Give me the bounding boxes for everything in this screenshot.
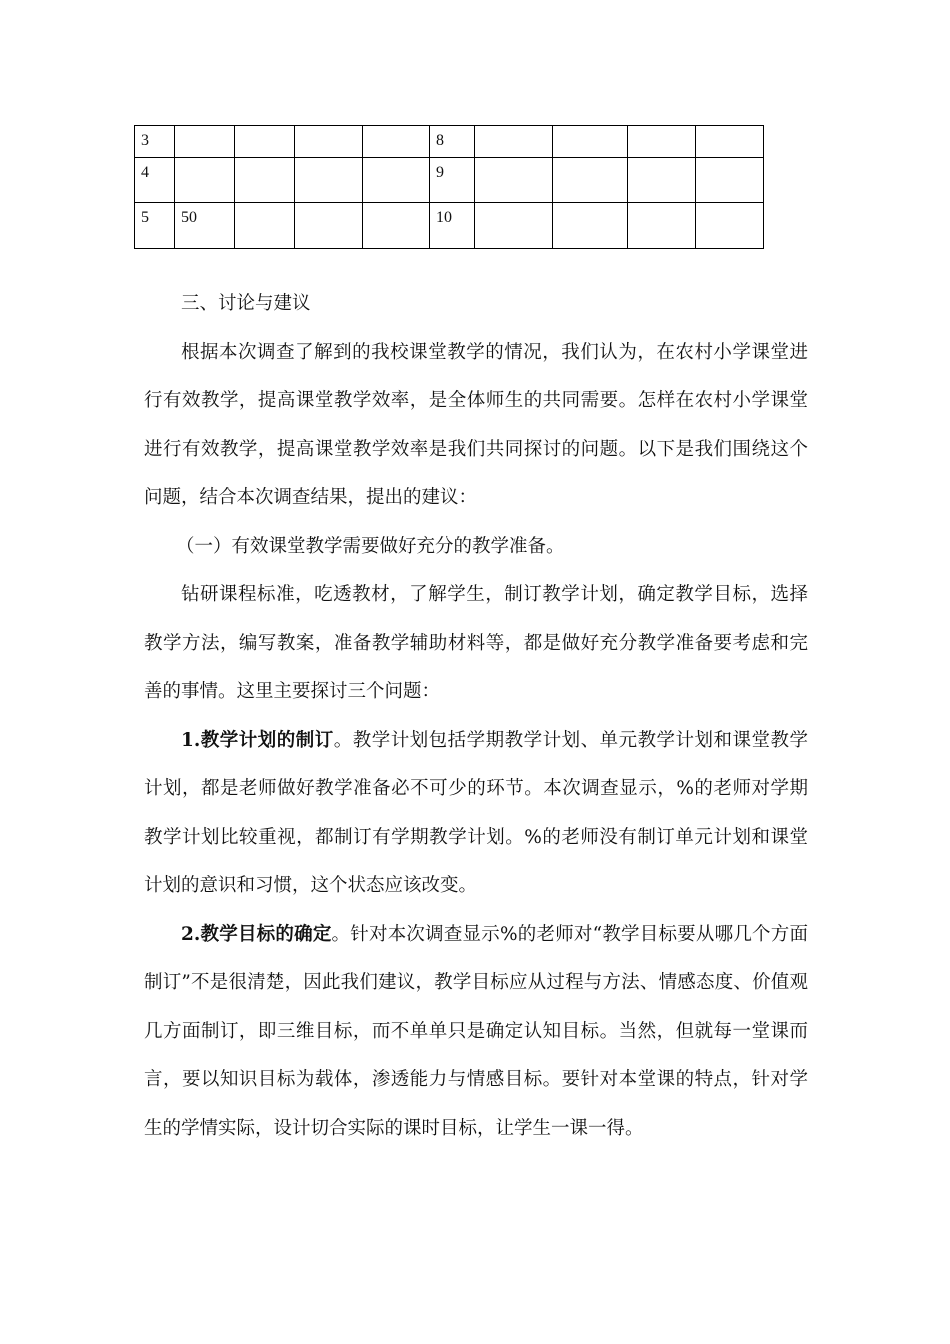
- table-cell: [295, 158, 363, 203]
- table-cell: [553, 158, 628, 203]
- table-cell: 10: [430, 203, 475, 249]
- subsection-heading: （一）有效课堂教学需要做好充分的教学准备。: [176, 535, 565, 557]
- table-cell: [175, 126, 235, 158]
- table-cell: [696, 158, 764, 203]
- table-cell: 50: [175, 203, 235, 249]
- table-cell: 5: [135, 203, 175, 249]
- table-cell: [235, 126, 295, 158]
- table-cell: [628, 126, 696, 158]
- preparation-paragraph: 钻研课程标准，吃透教材，了解学生，制订教学计划，确定教学目标，选择教学方法，编写教案，准备教学辅助材料等，都是做好充分教学准备要考虑和完善的事情。这里主要探讨三个问题：: [144, 584, 808, 702]
- table-cell: [696, 203, 764, 249]
- section-heading: 三、讨论与建议: [181, 293, 311, 314]
- survey-results-table: [134, 125, 764, 249]
- table-cell: [175, 158, 235, 203]
- table-cell: [475, 158, 553, 203]
- table-row: [135, 126, 764, 158]
- table-cell: [295, 203, 363, 249]
- teaching-plan-title: 1.教学计划的制订: [181, 729, 334, 751]
- table-cell: [235, 203, 295, 249]
- table-cell: [475, 203, 553, 249]
- table-cell: 3: [135, 126, 175, 158]
- teaching-goal-paragraph: [144, 911, 808, 1154]
- table-cell: [628, 158, 696, 203]
- table-cell: [235, 158, 295, 203]
- table-cell: [295, 126, 363, 158]
- table-cell: [363, 203, 430, 249]
- table-cell: [363, 126, 430, 158]
- table-cell: [628, 203, 696, 249]
- table-cell: 8: [430, 126, 475, 158]
- intro-paragraph: 根据本次调查了解到的我校课堂教学的情况，我们认为，在农村小学课堂进行有效教学，提高课堂教学效率，是全体师生的共同需要。怎样在农村小学课堂进行有效教学，提高课堂教学效率是我们共同探讨的问题。以下是我们围绕这个问题，结合本次调查结果，提出的建议：: [144, 341, 808, 508]
- teaching-plan-paragraph: [144, 717, 808, 911]
- table-row: [135, 203, 764, 249]
- teaching-goal-body: 。针对本次调查显示%的老师对“教学目标要从哪几个方面制订”不是很清楚，因此我们建议，教学目标应从过程与方法、情感态度、价值观几方面制订，即三维目标，而不单单只是确定认知目标。当然，但就每一堂课而言，要以知识目标为载体，渗透能力与情感目标。要针对本堂课的特点，针对学生的学情实际，设计切合实际的课时目标，让学生一课一得。: [144, 923, 808, 1139]
- table-cell: [475, 126, 553, 158]
- discussion-section: [144, 280, 808, 1153]
- table-cell: 4: [135, 158, 175, 203]
- table-cell: [553, 126, 628, 158]
- teaching-goal-title: 2.教学目标的确定: [181, 923, 332, 945]
- table-cell: [363, 158, 430, 203]
- table-cell: [553, 203, 628, 249]
- teaching-plan-body: 。教学计划包括学期教学计划、单元教学计划和课堂教学计划，都是老师做好教学准备必不可少的环节。本次调查显示，%的老师对学期教学计划比较重视，都制订有学期教学计划。%的老师没有制订单元计划和课堂计划的意识和习惯，这个状态应该改变。: [144, 729, 808, 896]
- table-cell: [696, 126, 764, 158]
- table-row: [135, 158, 764, 203]
- table-cell: 9: [430, 158, 475, 203]
